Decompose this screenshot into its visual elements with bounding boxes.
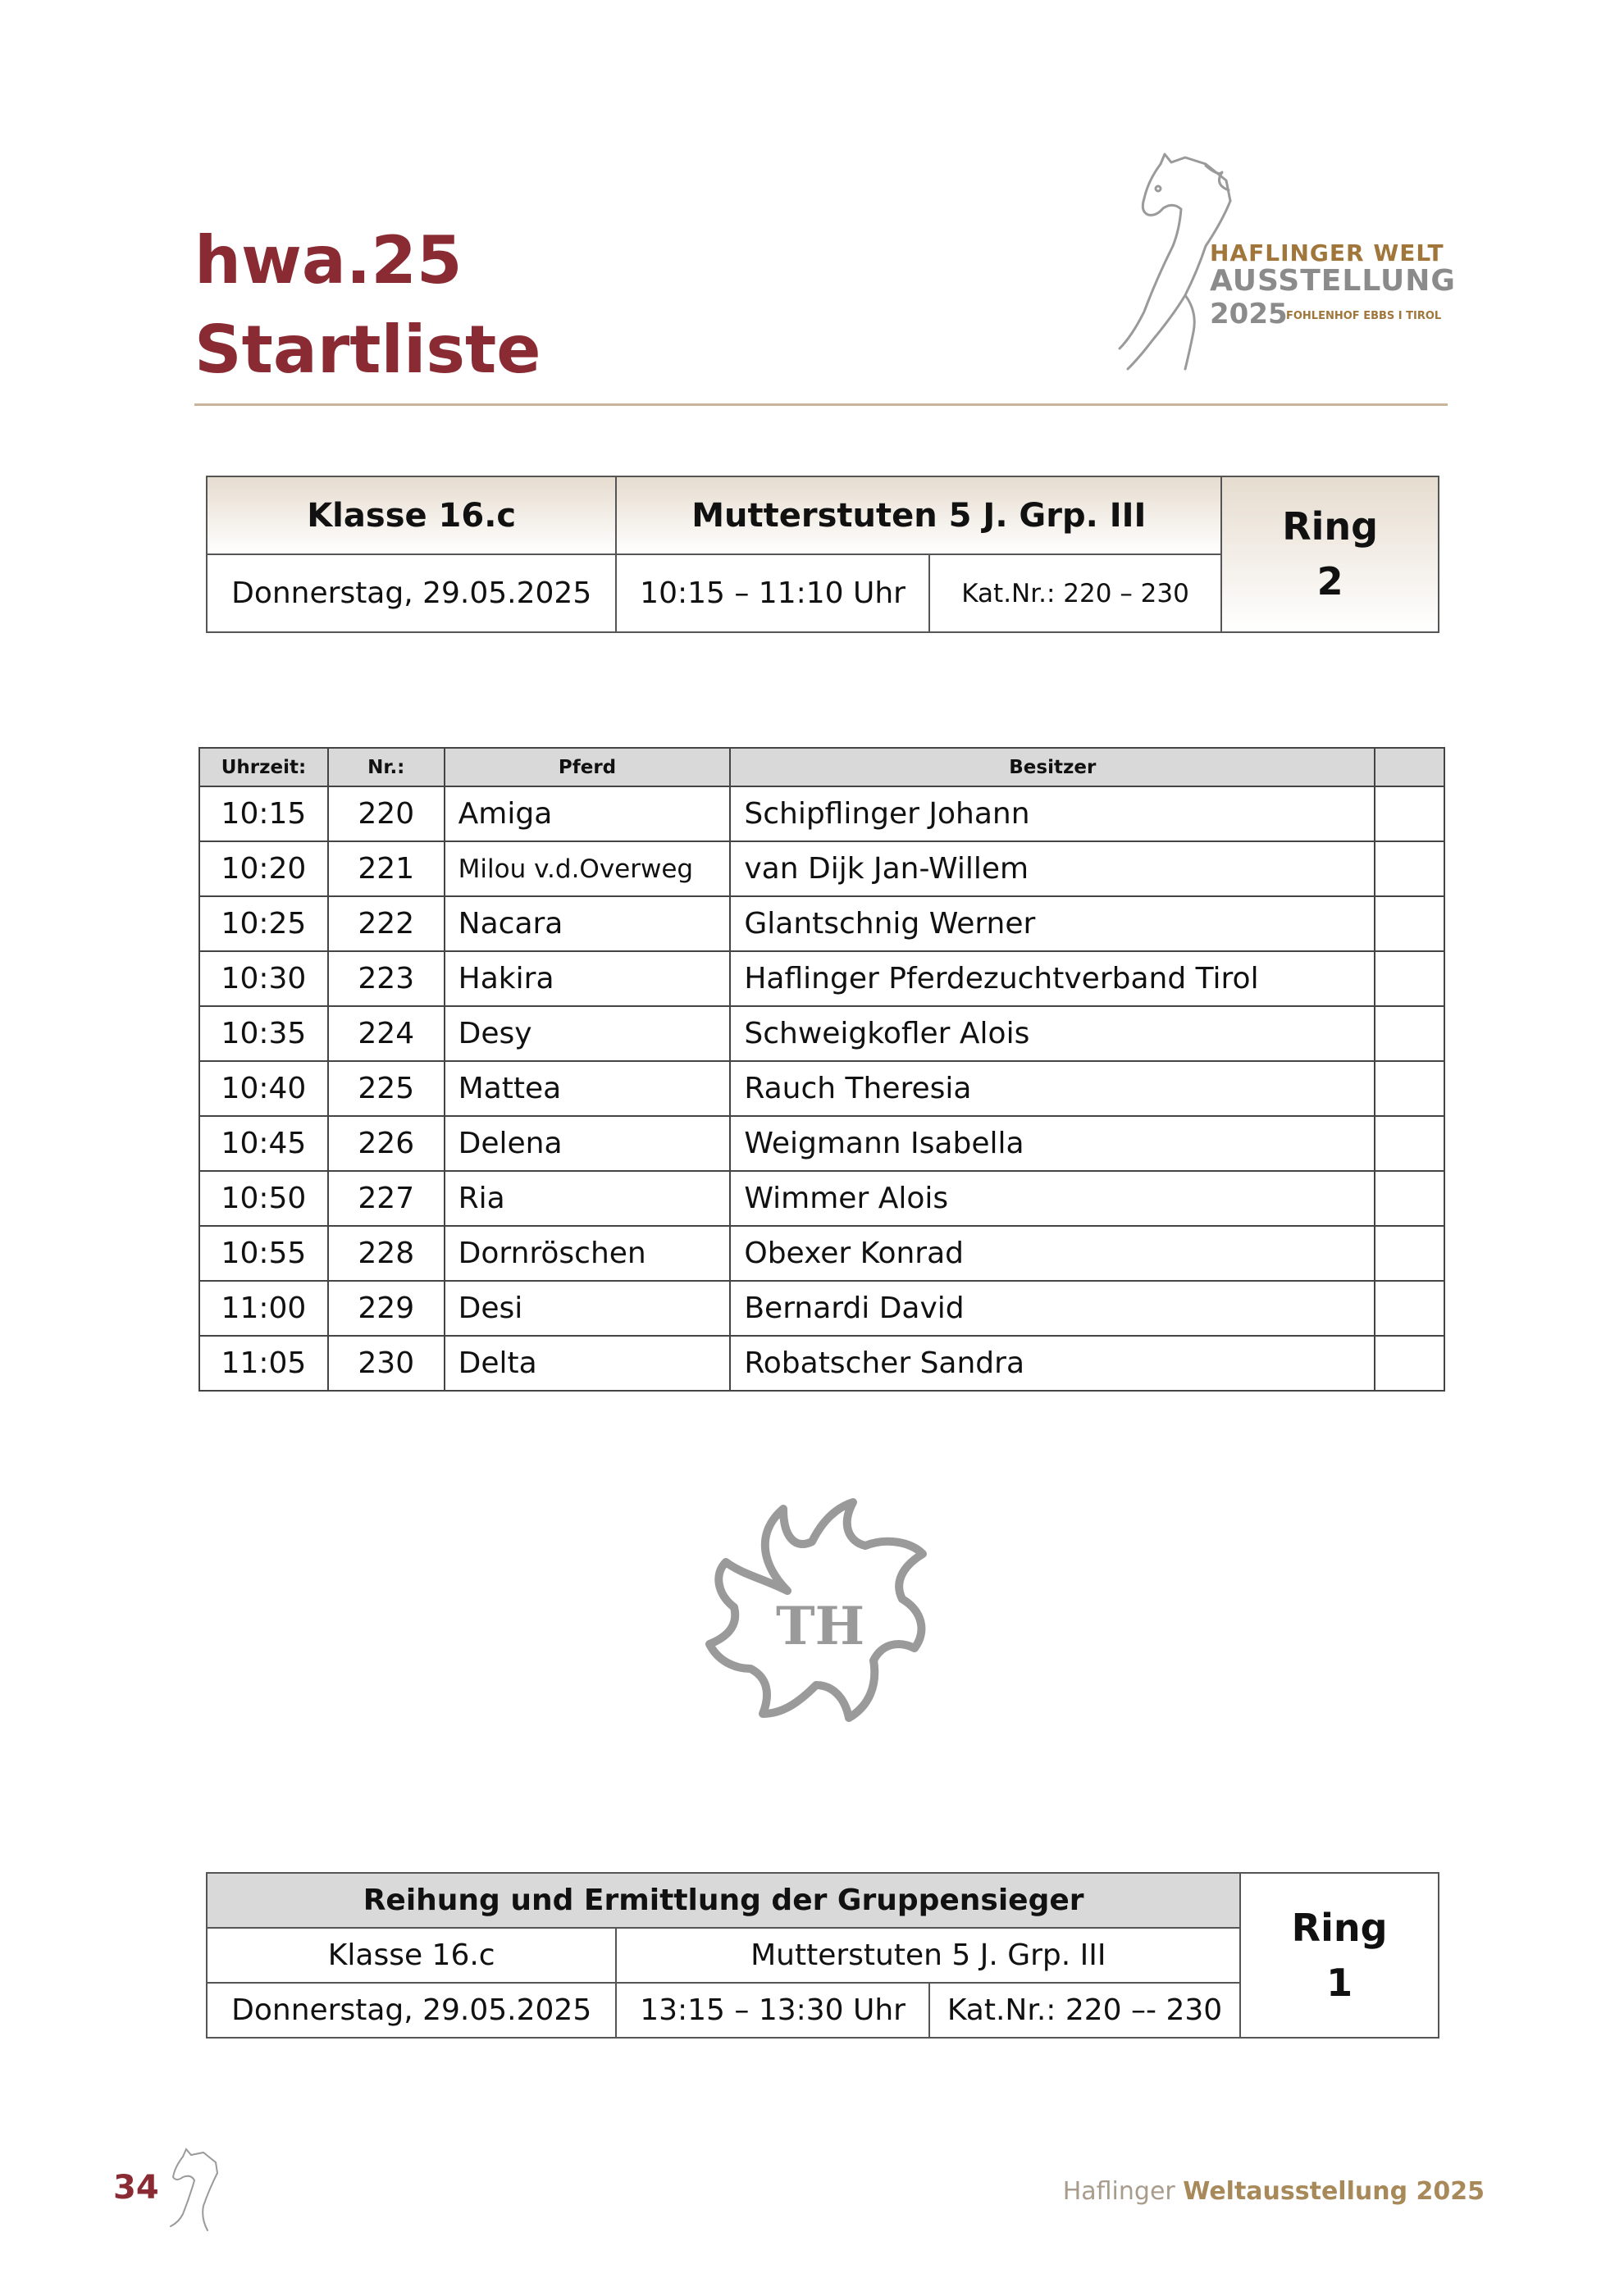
table-row — [199, 951, 1444, 1006]
start-list-table — [198, 747, 1445, 1392]
table-row — [199, 1171, 1444, 1226]
row-nr: 225 — [328, 1061, 445, 1116]
row-besitzer: Obexer Konrad — [730, 1226, 1375, 1281]
ranking-info-box — [206, 1872, 1439, 2039]
row-nr: 227 — [328, 1171, 445, 1226]
row-besitzer: Bernardi David — [730, 1281, 1375, 1336]
haflinger-logo — [1107, 148, 1468, 394]
row-time: 10:20 — [199, 841, 328, 896]
row-time: 11:00 — [199, 1281, 328, 1336]
row-nr: 224 — [328, 1006, 445, 1061]
header-nr: Nr.: — [328, 748, 445, 786]
row-blank — [1375, 1281, 1444, 1336]
header-uhrzeit: Uhrzeit: — [199, 748, 328, 786]
row-blank — [1375, 786, 1444, 841]
row-blank — [1375, 1061, 1444, 1116]
row-blank — [1375, 951, 1444, 1006]
ranking-time: 13:15 – 13:30 Uhr — [616, 1983, 928, 2038]
ring-number-2: 1 — [1326, 1960, 1353, 2005]
class-category: Mutterstuten 5 J. Grp. III — [616, 476, 1221, 554]
row-besitzer: van Dijk Jan-Willem — [730, 841, 1375, 896]
header-empty — [1375, 748, 1444, 786]
row-pferd: Hakira — [445, 951, 731, 1006]
row-nr: 229 — [328, 1281, 445, 1336]
class-time: 10:15 – 11:10 Uhr — [616, 554, 928, 632]
ranking-class-number: Klasse 16.c — [207, 1928, 616, 1983]
row-besitzer: Weigmann Isabella — [730, 1116, 1375, 1171]
class-info-box — [206, 476, 1439, 633]
footer-brand-light: Haflinger — [1062, 2177, 1175, 2206]
ring-number: 2 — [1316, 559, 1343, 604]
row-blank — [1375, 1336, 1444, 1391]
table-row — [199, 1336, 1444, 1391]
page-number: 34 — [113, 2169, 159, 2207]
logo-word-haflinger-welt: HAFLINGER WELT — [1210, 239, 1444, 266]
table-row — [199, 1226, 1444, 1281]
row-nr: 223 — [328, 951, 445, 1006]
page-title-line2: Startliste — [194, 312, 541, 388]
table-row — [199, 1061, 1444, 1116]
footer-horse-icon — [158, 2144, 232, 2234]
row-time: 10:45 — [199, 1116, 328, 1171]
row-time: 11:05 — [199, 1336, 328, 1391]
row-blank — [1375, 841, 1444, 896]
row-time: 10:15 — [199, 786, 328, 841]
row-besitzer: Rauch Theresia — [730, 1061, 1375, 1116]
row-blank — [1375, 1171, 1444, 1226]
footer-brand-bold: Weltausstellung 2025 — [1183, 2177, 1485, 2206]
table-row — [199, 896, 1444, 951]
row-time: 10:30 — [199, 951, 328, 1006]
row-time: 10:55 — [199, 1226, 328, 1281]
table-header-row — [199, 748, 1444, 786]
row-pferd: Desi — [445, 1281, 731, 1336]
ring-label-2: Ring — [1291, 1905, 1388, 1950]
row-pferd: Delta — [445, 1336, 731, 1391]
header-besitzer: Besitzer — [730, 748, 1375, 786]
ring-cell — [1221, 476, 1439, 632]
row-blank — [1375, 1116, 1444, 1171]
footer-brand — [1063, 2177, 1485, 2206]
ring-label: Ring — [1282, 504, 1379, 549]
table-row — [199, 1006, 1444, 1061]
header-pferd: Pferd — [445, 748, 731, 786]
table-row — [199, 786, 1444, 841]
row-nr: 230 — [328, 1336, 445, 1391]
row-pferd: Desy — [445, 1006, 731, 1061]
table-row — [199, 1116, 1444, 1171]
row-time: 10:35 — [199, 1006, 328, 1061]
logo-location: FOHLENHOF EBBS I TIROL — [1286, 310, 1442, 322]
row-besitzer: Glantschnig Werner — [730, 896, 1375, 951]
row-besitzer: Schipflinger Johann — [730, 786, 1375, 841]
class-number: Klasse 16.c — [207, 476, 616, 554]
logo-year: 2025 — [1210, 298, 1288, 330]
edelweiss-seal — [705, 1492, 935, 1738]
table-row — [199, 841, 1444, 896]
page-title-line1: hwa.25 — [194, 222, 463, 298]
row-nr: 221 — [328, 841, 445, 896]
class-date: Donnerstag, 29.05.2025 — [207, 554, 616, 632]
row-blank — [1375, 1006, 1444, 1061]
row-nr: 220 — [328, 786, 445, 841]
row-pferd: Mattea — [445, 1061, 731, 1116]
row-blank — [1375, 1226, 1444, 1281]
title-divider — [194, 403, 1448, 406]
ring-cell-2 — [1240, 1873, 1439, 2038]
row-besitzer: Wimmer Alois — [730, 1171, 1375, 1226]
row-pferd: Nacara — [445, 896, 731, 951]
ranking-title: Reihung und Ermittlung der Gruppensieger — [207, 1873, 1240, 1928]
row-pferd: Dornröschen — [445, 1226, 731, 1281]
row-nr: 228 — [328, 1226, 445, 1281]
row-blank — [1375, 896, 1444, 951]
row-pferd: Milou v.d.Overweg — [445, 841, 731, 896]
ranking-category: Mutterstuten 5 J. Grp. III — [616, 1928, 1240, 1983]
row-pferd: Ria — [445, 1171, 731, 1226]
row-besitzer: Haflinger Pferdezuchtverband Tirol — [730, 951, 1375, 1006]
row-time: 10:40 — [199, 1061, 328, 1116]
edelweiss-icon — [705, 1492, 935, 1738]
row-pferd: Delena — [445, 1116, 731, 1171]
row-nr: 226 — [328, 1116, 445, 1171]
ranking-date: Donnerstag, 29.05.2025 — [207, 1983, 616, 2038]
row-besitzer: Schweigkofler Alois — [730, 1006, 1375, 1061]
row-time: 10:25 — [199, 896, 328, 951]
ranking-katnr: Kat.Nr.: 220 –- 230 — [929, 1983, 1240, 2038]
row-time: 10:50 — [199, 1171, 328, 1226]
logo-word-ausstellung: AUSSTELLUNG — [1210, 264, 1456, 298]
row-pferd: Amiga — [445, 786, 731, 841]
row-besitzer: Robatscher Sandra — [730, 1336, 1375, 1391]
class-katnr: Kat.Nr.: 220 – 230 — [929, 554, 1222, 632]
seal-letters: TH — [775, 1596, 865, 1657]
row-nr: 222 — [328, 896, 445, 951]
table-row — [199, 1281, 1444, 1336]
